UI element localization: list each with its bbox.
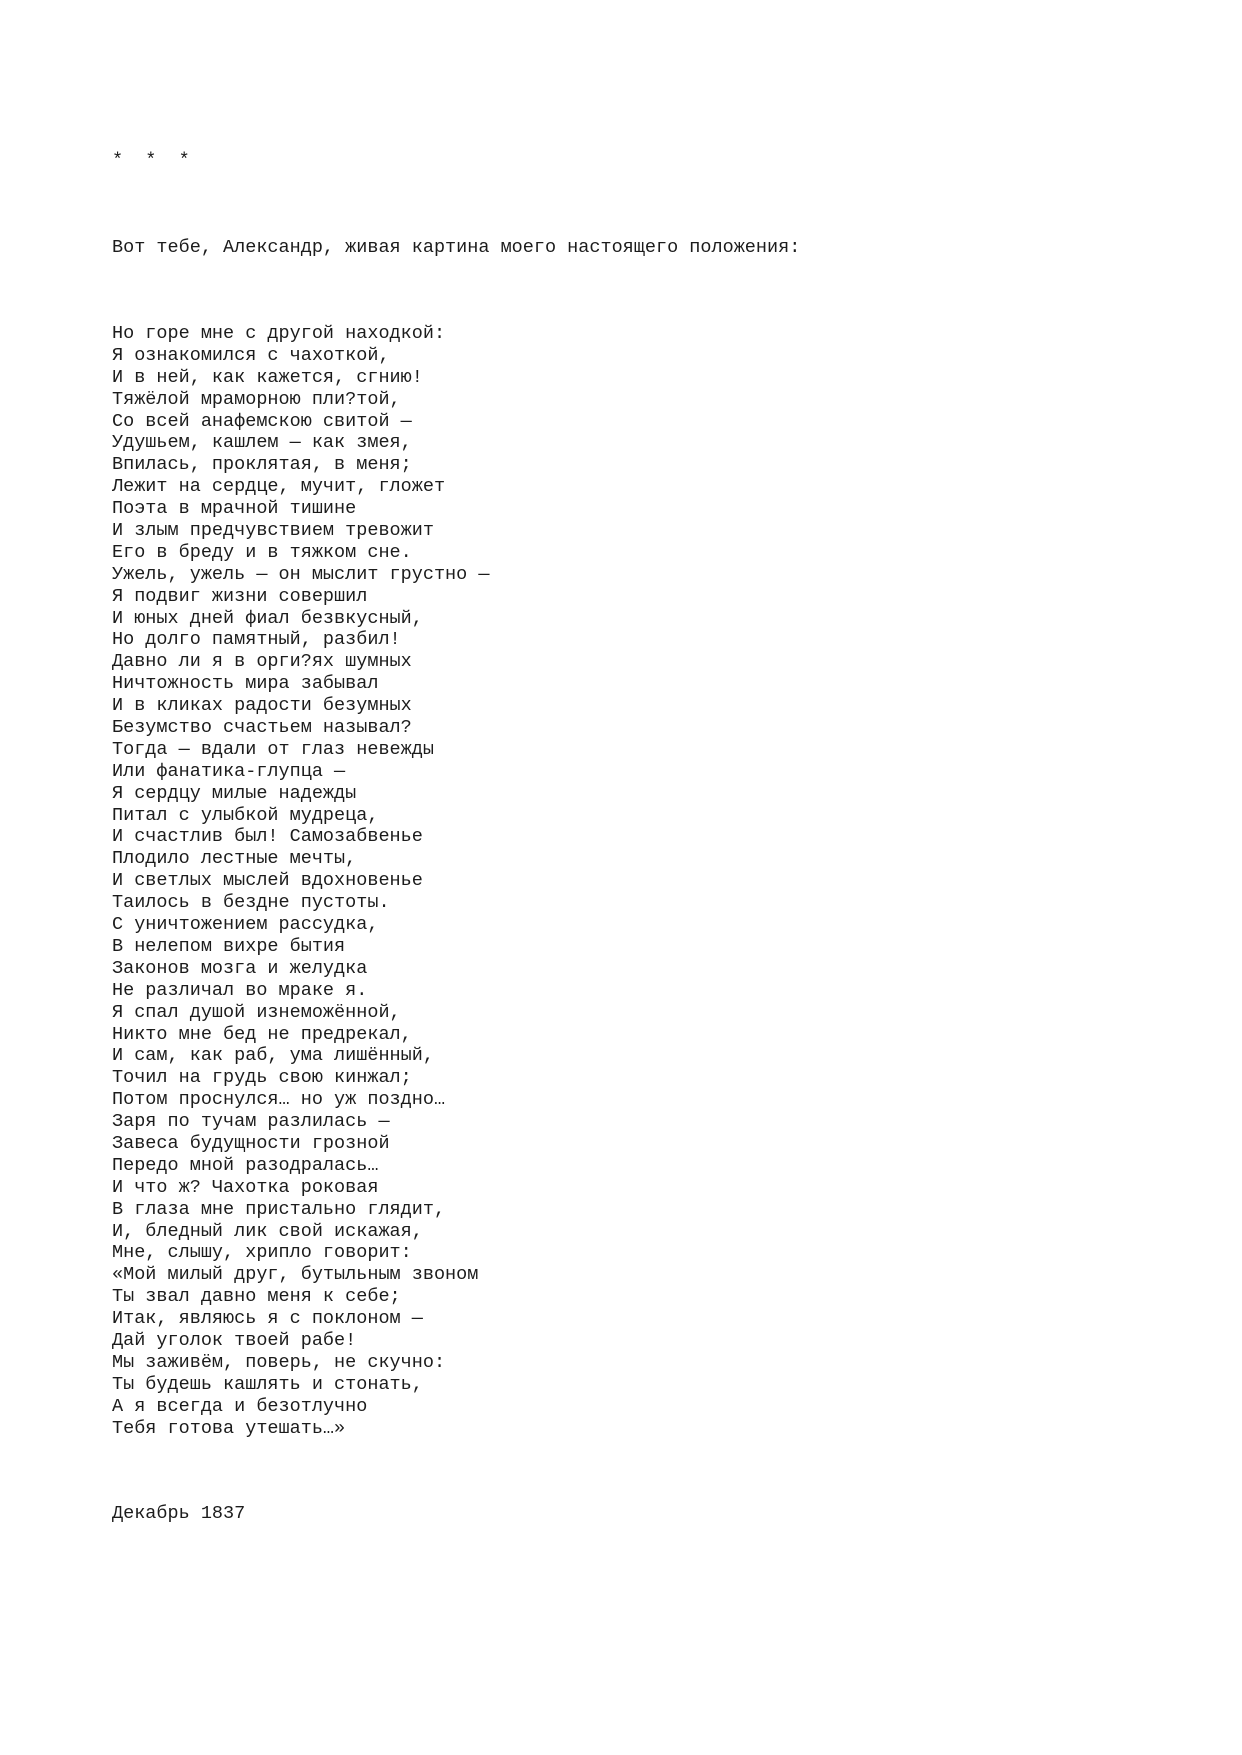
poem-line: Заря по тучам разлилась — bbox=[112, 1111, 390, 1133]
poem bbox=[112, 323, 800, 1439]
poem-line: Ужель, ужель — он мыслит грустно — bbox=[112, 563, 490, 585]
poem-line: Удушьем, кашлем — как змея, bbox=[112, 432, 412, 454]
poem-line: С уничтожением рассудка, bbox=[112, 914, 379, 936]
poem-line: Я ознакомился с чахоткой, bbox=[112, 344, 390, 366]
poem-line: Поэта в мрачной тишине bbox=[112, 498, 357, 520]
poem-line: Тогда — вдали от глаз невежды bbox=[112, 738, 434, 760]
poem-line: Мне, слышу, хрипло говорит: bbox=[112, 1242, 412, 1264]
poem-line: Или фанатика-глупца — bbox=[112, 760, 346, 782]
poem-line: Точил на грудь свою кинжал; bbox=[112, 1067, 412, 1089]
poem-line: Но долго памятный, разбил! bbox=[112, 629, 401, 651]
poem-line: Мы заживём, поверь, не скучно: bbox=[112, 1351, 446, 1373]
poem-line: И, бледный лик свой искажая, bbox=[112, 1220, 423, 1242]
poem-line: Не различал во мраке я. bbox=[112, 979, 368, 1001]
intro-line: Вот тебе, Александр, живая картина моего настоящего положения: bbox=[112, 237, 801, 258]
poem-line: В нелепом вихре бытия bbox=[112, 935, 346, 957]
poem-line: А я всегда и безотлучно bbox=[112, 1395, 368, 1417]
poem-line: «Мой милый друг, бутыльным звоном bbox=[112, 1264, 479, 1286]
poem-line: Питал с улыбкой мудреца, bbox=[112, 804, 379, 826]
poem-line: Потом проснулся… но уж поздно… bbox=[112, 1089, 446, 1111]
poem-line: Итак, являюсь я с поклоном — bbox=[112, 1308, 423, 1330]
poem-line: Ты будешь кашлять и стонать, bbox=[112, 1373, 423, 1395]
poem-line: Давно ли я в орги?ях шумных bbox=[112, 651, 412, 673]
document-text bbox=[112, 108, 800, 1567]
poem-line: Его в бреду и в тяжком сне. bbox=[112, 541, 412, 563]
poem-line: Я сердцу милые надежды bbox=[112, 782, 357, 804]
poem-line: Лежит на сердце, мучит, гложет bbox=[112, 476, 446, 498]
poem-line: И юных дней фиал безвкусный, bbox=[112, 607, 423, 629]
poem-line: Таилось в бездне пустоты. bbox=[112, 892, 390, 914]
poem-line: Ты звал давно меня к себе; bbox=[112, 1286, 401, 1308]
poem-line: Тяжёлой мраморною пли?той, bbox=[112, 388, 401, 410]
poem-line: И что ж? Чахотка роковая bbox=[112, 1176, 379, 1198]
poem-line: Впилась, проклятая, в меня; bbox=[112, 454, 412, 476]
poem-line: Я спал душой изнеможённой, bbox=[112, 1001, 401, 1023]
poem-line: И злым предчувствием тревожит bbox=[112, 520, 434, 542]
poem-line: Дай уголок твоей рабе! bbox=[112, 1329, 357, 1351]
poem-line: В глаза мне пристально глядит, bbox=[112, 1198, 446, 1220]
poem-line: Ничтожность мира забывал bbox=[112, 673, 379, 695]
section-separator: * * * bbox=[112, 150, 190, 171]
poem-line: И сам, как раб, ума лишённый, bbox=[112, 1045, 434, 1067]
poem-line: Безумство счастьем называл? bbox=[112, 717, 412, 739]
poem-line: И в ней, как кажется, сгнию! bbox=[112, 366, 423, 388]
poem-line: И светлых мыслей вдохновенье bbox=[112, 870, 423, 892]
poem-date: Декабрь 1837 bbox=[112, 1503, 246, 1525]
poem-line: Никто мне бед не предрекал, bbox=[112, 1023, 412, 1045]
poem-line: И счастлив был! Самозабвенье bbox=[112, 826, 423, 848]
poem-line: Законов мозга и желудка bbox=[112, 957, 368, 979]
poem-line: Я подвиг жизни совершил bbox=[112, 585, 368, 607]
poem-line: Но горе мне с другой находкой: bbox=[112, 323, 446, 344]
poem-line: Со всей анафемскою свитой — bbox=[112, 410, 412, 432]
poem-line: Завеса будущности грозной bbox=[112, 1132, 390, 1154]
poem-line: Передо мной разодралась… bbox=[112, 1154, 379, 1176]
poem-line: И в кликах радости безумных bbox=[112, 695, 412, 717]
poem-line: Плодило лестные мечты, bbox=[112, 848, 357, 870]
poem-line: Тебя готова утешать…» bbox=[112, 1417, 346, 1439]
